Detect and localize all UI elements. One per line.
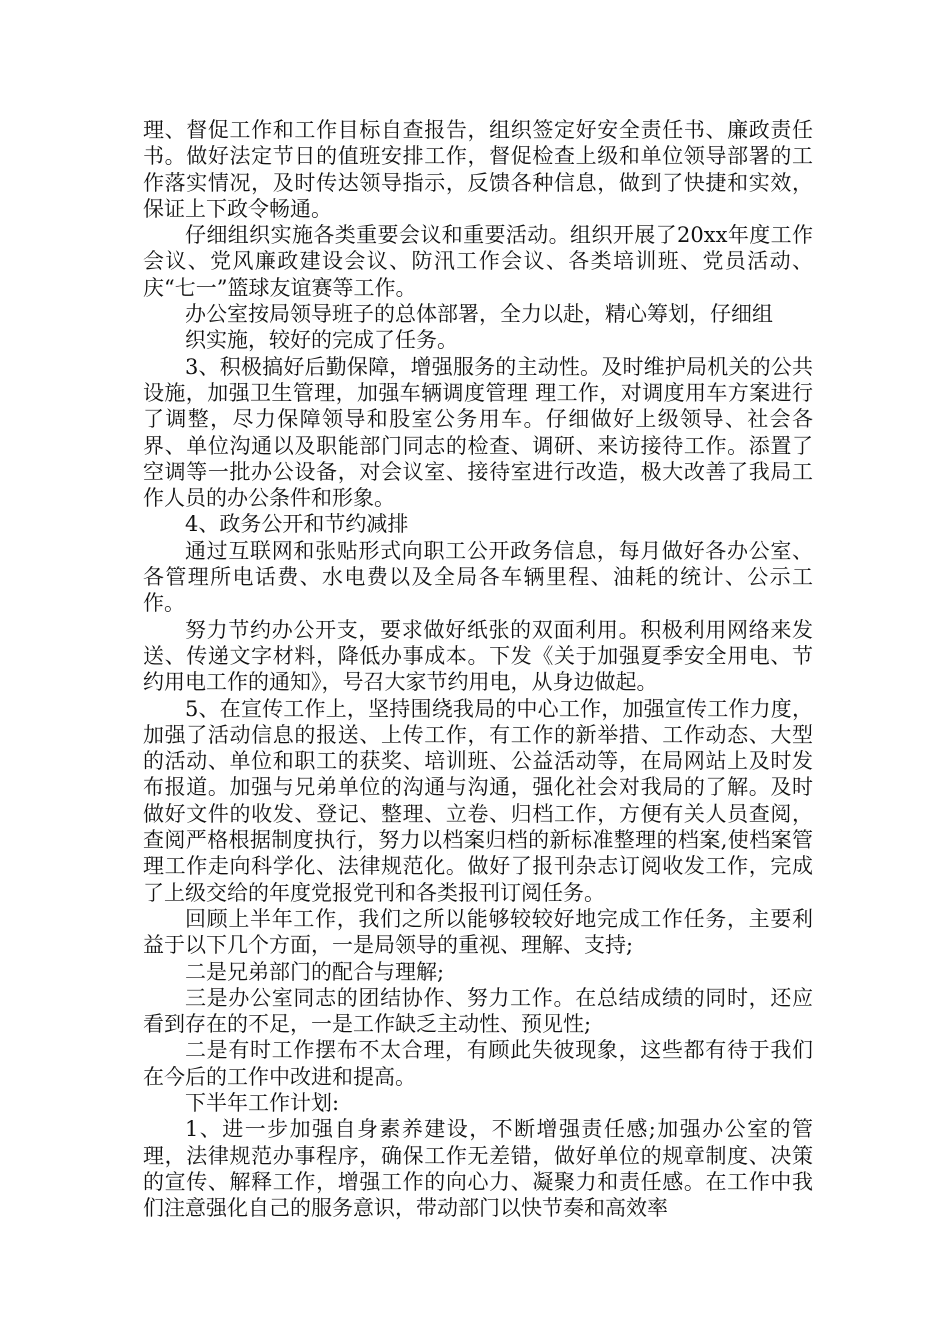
paragraph: 5、在宣传工作上，坚持围绕我局的中心工作，加强宣传工作力度，加强了活动信息的报送、上传工作，有工作的新举措、工作动态、大型的活动、单位和职工的获奖、培训班、公益活动等，在局网站上及时发布报道。加强与兄弟单位的沟通与沟通，强化社会对我局的了解。及时做好文件的收发、登记、整理、立卷、归档工作，方便有关人员查阅，查阅严格根据制度执行，努力以档案归档的新标准整理的档案,使档案管理工作走向科学化、法律规范化。做好了报刊杂志订阅收发工作，完成了上级交给的年度党报党刊和各类报刊订阅任务。 — [143, 696, 813, 905]
paragraph: 仔细组织实施各类重要会议和重要活动。组织开展了20xx年度工作会议、党风廉政建设会议、防汛工作会议、各类培训班、党员活动、庆“七一”篮球友谊赛等工作。 — [143, 223, 813, 300]
paragraph: 4、政务公开和节约减排 — [185, 512, 409, 537]
paragraph: 二是有时工作摆布不太合理，有顾此失彼现象，这些都有待于我们在今后的工作中改进和提高。 — [143, 1038, 813, 1089]
paragraph: 回顾上半年工作，我们之所以能够较较好地完成工作任务，主要利益于以下几个方面，一是局领导的重视、理解、支持; — [143, 906, 813, 958]
paragraph: 努力节约办公开支，要求做好纸张的双面利用。积极利用网络来发送、传递文字材料，降低办事成本。下发《关于加强夏季安全用电、节约用电工作的通知》，号召大家节约用电，从身边做起。 — [143, 617, 813, 695]
paragraph: 3、积极搞好后勤保障，增强服务的主动性。及时维护局机关的公共设施，加强卫生管理，加强车辆调度管理 理工作，对调度用车方案进行了调整，尽力保障领导和股室公务用车。仔细做好上级领导、社会各界、单位沟通以及职能部门同志的检查、调研、来访接待工作。添置了空调等一批办公设备，对会议室、接待室进行改造，极大改善了我局工作人员的办公条件和形象。 — [143, 354, 813, 511]
paragraph: 通过互联网和张贴形式向职工公开政务信息，每月做好各办公室、各管理所电话费、水电费以及全局各车辆里程、油耗的统计、公示工作。 — [143, 538, 813, 616]
paragraph: 织实施，较好的完成了任务。 — [185, 328, 458, 353]
paragraph: 三是办公室同志的团结协作、努力工作。在总结成绩的同时，还应看到存在的不足，一是工作缺乏主动性、预见性; — [143, 985, 813, 1037]
paragraph: 下半年工作计划: — [185, 1090, 340, 1115]
paragraph: 二是兄弟部门的配合与理解; — [185, 959, 445, 984]
paragraph: 办公室按局领导班子的总体部署，全力以赴，精心筹划，仔细组 — [185, 302, 773, 327]
paragraph: 1、进一步加强自身素养建设，不断增强责任感;加强办公室的管理，法律规范办事程序，确保工作无差错，做好单位的规章制度、决策的宣传、解释工作，增强工作的向心力、凝聚力和责任感。在工作中我们注意强化自己的服务意识，带动部门以快节奏和高效率 — [143, 1117, 813, 1221]
paragraph: 理、督促工作和工作目标自查报告，组织签定好安全责任书、廉政责任书。做好法定节日的值班安排工作，督促检查上级和单位领导部署的工作落实情况，及时传达领导指示，反馈各种信息，做到了快捷和实效，保证上下政令畅通。 — [143, 118, 813, 221]
document-body — [143, 117, 813, 1221]
